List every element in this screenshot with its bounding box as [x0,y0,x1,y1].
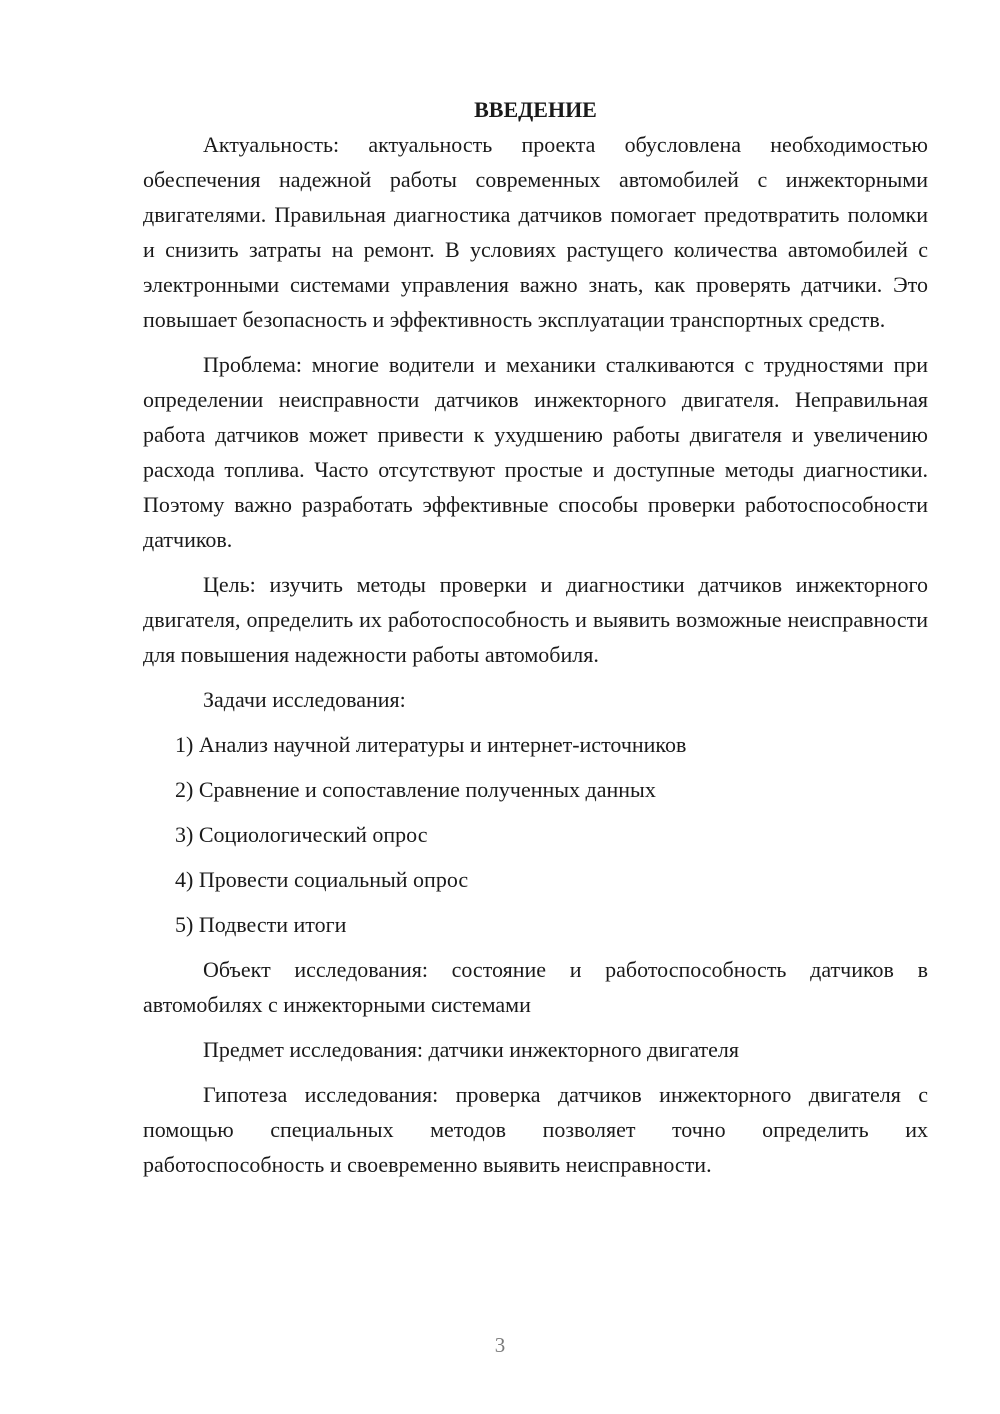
paragraph-hypothesis: Гипотеза исследования: проверка датчиков инжекторного двигателя с помощью специальных методов позволяет точно определить их работоспособность и своевременно выявить неисправности. [143,1082,928,1177]
paragraph-object: Объект исследования: состояние и работоспособность датчиков в автомобилях с инжекторными системами [143,957,928,1017]
paragraph-relevance: Актуальность: актуальность проекта обусловлена необходимостью обеспечения надежной работы современных автомобилей с инжекторными двигателями. Правильная диагностика датчиков помогает предотвратить поломки и снизить затраты на ремонт. В условиях растущего количества автомобилей с электронными системами управления важно знать, как проверять датчики. Это повышает безопасность и эффективность эксплуатации транспортных средств. [143,132,928,332]
document-page [143,92,928,1192]
page-title: ВВЕДЕНИЕ [474,97,597,122]
paragraph-subject: Предмет исследования: датчики инжекторного двигателя [203,1037,739,1062]
paragraph-problem: Проблема: многие водители и механики сталкиваются с трудностями при определении неисправности датчиков инжекторного двигателя. Неправильная работа датчиков может привести к ухудшению работы двигателя и увеличению расхода топлива. Часто отсутствуют простые и доступные методы диагностики. Поэтому важно разработать эффективные способы проверки работоспособности датчиков. [143,352,928,552]
list-item: 1) Анализ научной литературы и интернет-источников [175,732,687,757]
tasks-heading: Задачи исследования: [203,687,406,712]
page-number: 3 [494,1333,506,1357]
paragraph-goal: Цель: изучить методы проверки и диагностики датчиков инжекторного двигателя, определить их работоспособность и выявить возможные неисправности для повышения надежности работы автомобиля. [143,572,928,667]
list-item: 2) Сравнение и сопоставление полученных данных [175,777,656,802]
list-item: 5) Подвести итоги [175,912,347,937]
list-item: 4) Провести социальный опрос [175,867,469,892]
list-item: 3) Социологический опрос [175,822,428,847]
